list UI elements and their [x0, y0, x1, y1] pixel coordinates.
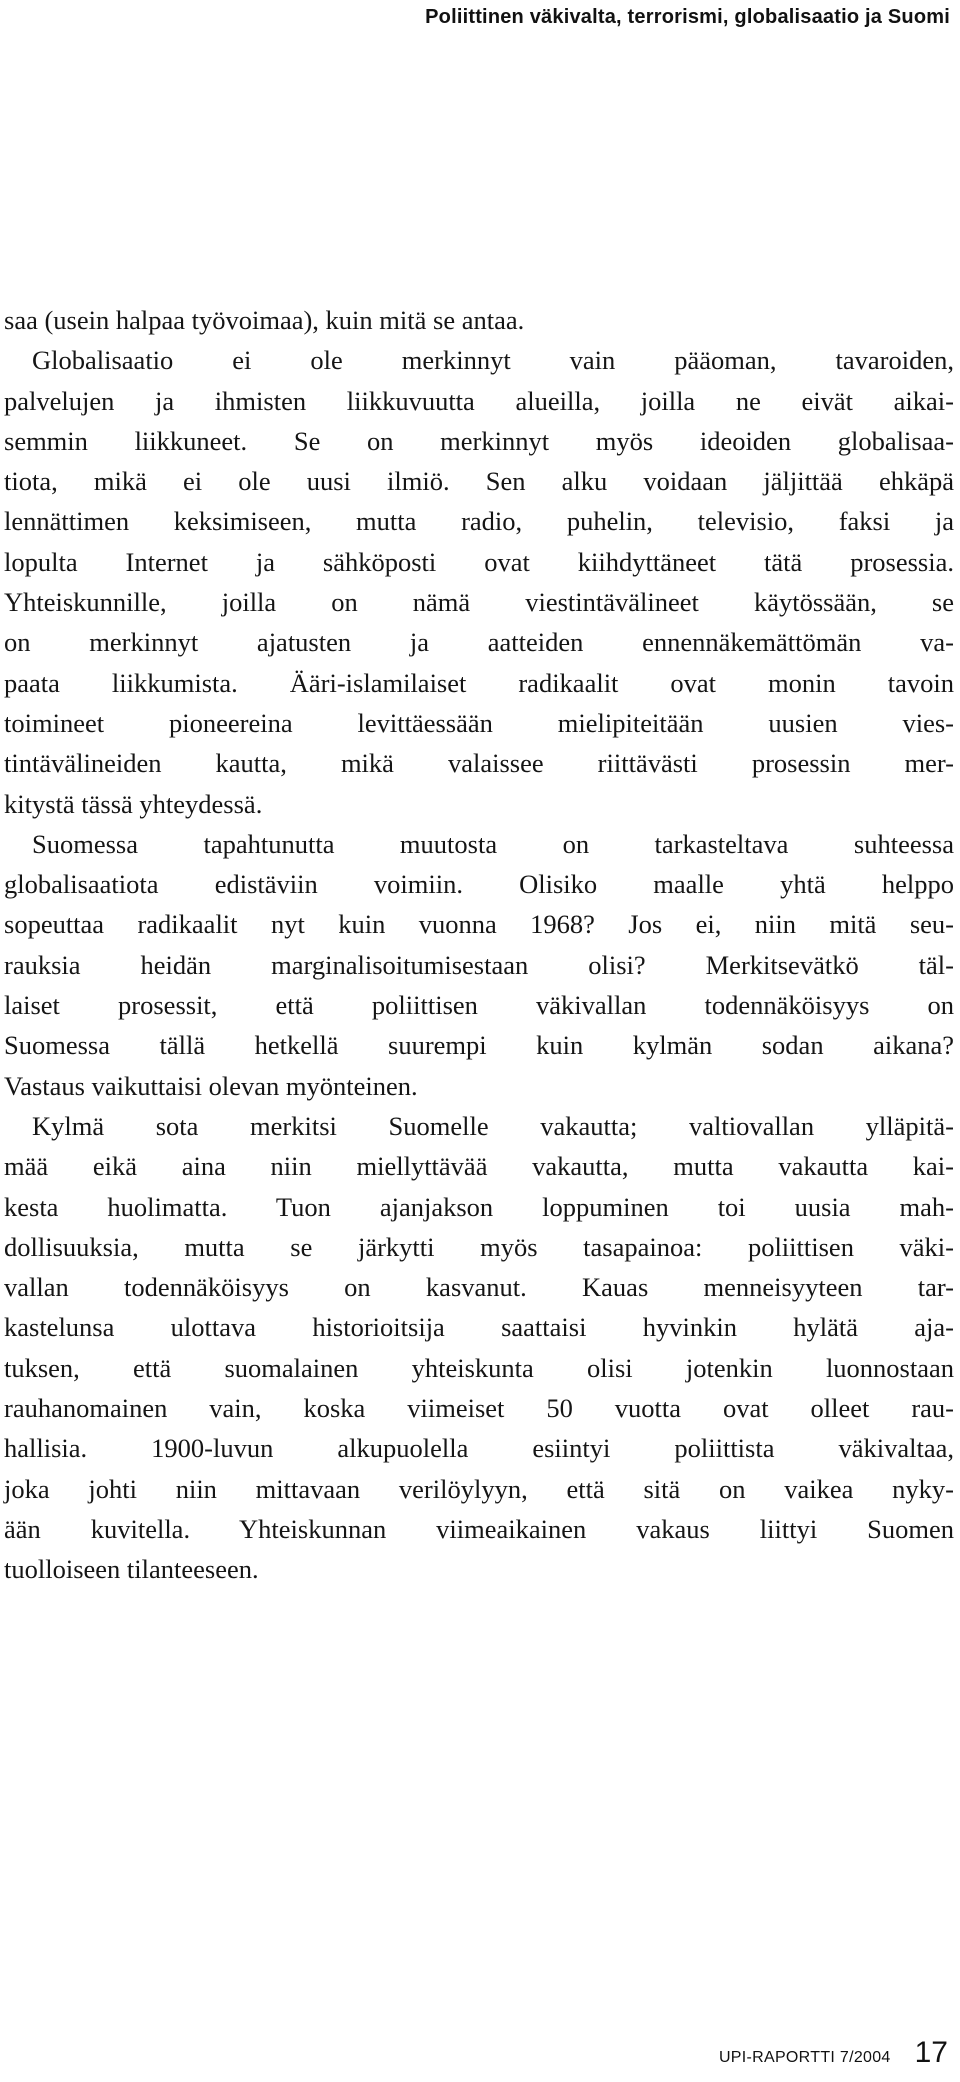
text-line: tiota, mikä ei ole uusi ilmiö. Sen alku voidaan jäljittää ehkäpä	[4, 466, 954, 497]
text-line: hallisia. 1900-luvun alkupuolella esiintyi poliittista väkivaltaa,	[4, 1433, 954, 1464]
text-line: rauksia heidän marginalisoitumisestaan olisi? Merkitsevätkö täl-	[4, 949, 954, 980]
paragraph	[4, 300, 954, 340]
text-line: Yhteiskunnille, joilla on nämä viestintävälineet käytössään, se	[4, 587, 954, 618]
text-line: ään kuvitella. Yhteiskunnan viimeaikainen vakaus liittyi Suomen	[4, 1513, 954, 1544]
text-line: saa (usein halpaa työvoimaa), kuin mitä se antaa.	[4, 305, 525, 335]
text-line: lennättimen keksimiseen, mutta radio, puhelin, televisio, faksi ja	[4, 506, 954, 537]
text-line: Suomessa tapahtunutta muutosta on tarkasteltava suhteessa	[32, 828, 954, 859]
text-line: dollisuuksia, mutta se järkytti myös tasapainoa: poliittisen väki-	[4, 1231, 954, 1262]
paragraph	[4, 824, 954, 1106]
text-line: on merkinnyt ajatusten ja aatteiden ennennäkemättömän va-	[4, 627, 954, 658]
text-line: Vastaus vaikuttaisi olevan myönteinen.	[4, 1070, 418, 1101]
text-line: palvelujen ja ihmisten liikkuvuutta alueilla, joilla ne eivät aikai-	[4, 385, 954, 416]
text-line: kastelunsa ulottava historioitsija saattaisi hyvinkin hylätä aja-	[4, 1312, 954, 1343]
text-line: joka johti niin mittavaan verilöylyyn, että sitä on vaikea nyky-	[4, 1473, 954, 1504]
text-line: rauhanomainen vain, koska viimeiset 50 vuotta ovat olleet rau-	[4, 1393, 954, 1424]
text-line: sopeuttaa radikaalit nyt kuin vuonna 1968? Jos ei, niin mitä seu-	[4, 909, 954, 940]
text-line: Suomessa tällä hetkellä suurempi kuin kylmän sodan aikana?	[4, 1030, 954, 1061]
text-line: tuolloiseen tilanteeseen.	[4, 1554, 259, 1585]
text-line: toimineet pioneereina levittäessään mielipiteitään uusien vies-	[4, 707, 954, 738]
text-line: tintävälineiden kautta, mikä valaissee riittävästi prosessin mer-	[4, 748, 954, 779]
text-line: mää eikä aina niin miellyttävää vakautta, mutta vakautta kai-	[4, 1151, 954, 1182]
text-line: laiset prosessit, että poliittisen väkivallan todennäköisyys on	[4, 990, 954, 1021]
text-line: Kylmä sota merkitsi Suomelle vakautta; valtiovallan ylläpitä-	[32, 1110, 954, 1141]
text-line: globalisaatiota edistäviin voimiin. Olisiko maalle yhtä helppo	[4, 869, 954, 900]
article-body	[4, 300, 954, 1590]
text-line: Globalisaatio ei ole merkinnyt vain pääoman, tavaroiden,	[32, 345, 954, 376]
publication-name: UPI-RAPORTTI 7/2004	[718, 2049, 891, 2066]
text-line: lopulta Internet ja sähköposti ovat kiihdyttäneet tätä prosessia.	[4, 546, 954, 577]
text-line: kesta huolimatta. Tuon ajanjakson loppuminen toi uusia mah-	[4, 1191, 954, 1222]
text-line: tuksen, että suomalainen yhteiskunta olisi jotenkin luonnostaan	[4, 1352, 954, 1383]
page-footer	[719, 2036, 948, 2070]
text-line: kitystä tässä yhteydessä.	[4, 788, 263, 819]
paragraph	[4, 340, 954, 824]
paragraph	[4, 1106, 954, 1590]
text-line: vallan todennäköisyys on kasvanut. Kauas menneisyyteen tar-	[4, 1272, 954, 1303]
text-line: paata liikkumista. Ääri-islamilaiset radikaalit ovat monin tavoin	[4, 667, 954, 698]
text-line: semmin liikkuneet. Se on merkinnyt myös ideoiden globalisaa-	[4, 425, 954, 456]
page-number: 17	[914, 2036, 948, 2069]
running-header: Poliittinen väkivalta, terrorismi, globalisaatio ja Suomi	[425, 6, 950, 28]
